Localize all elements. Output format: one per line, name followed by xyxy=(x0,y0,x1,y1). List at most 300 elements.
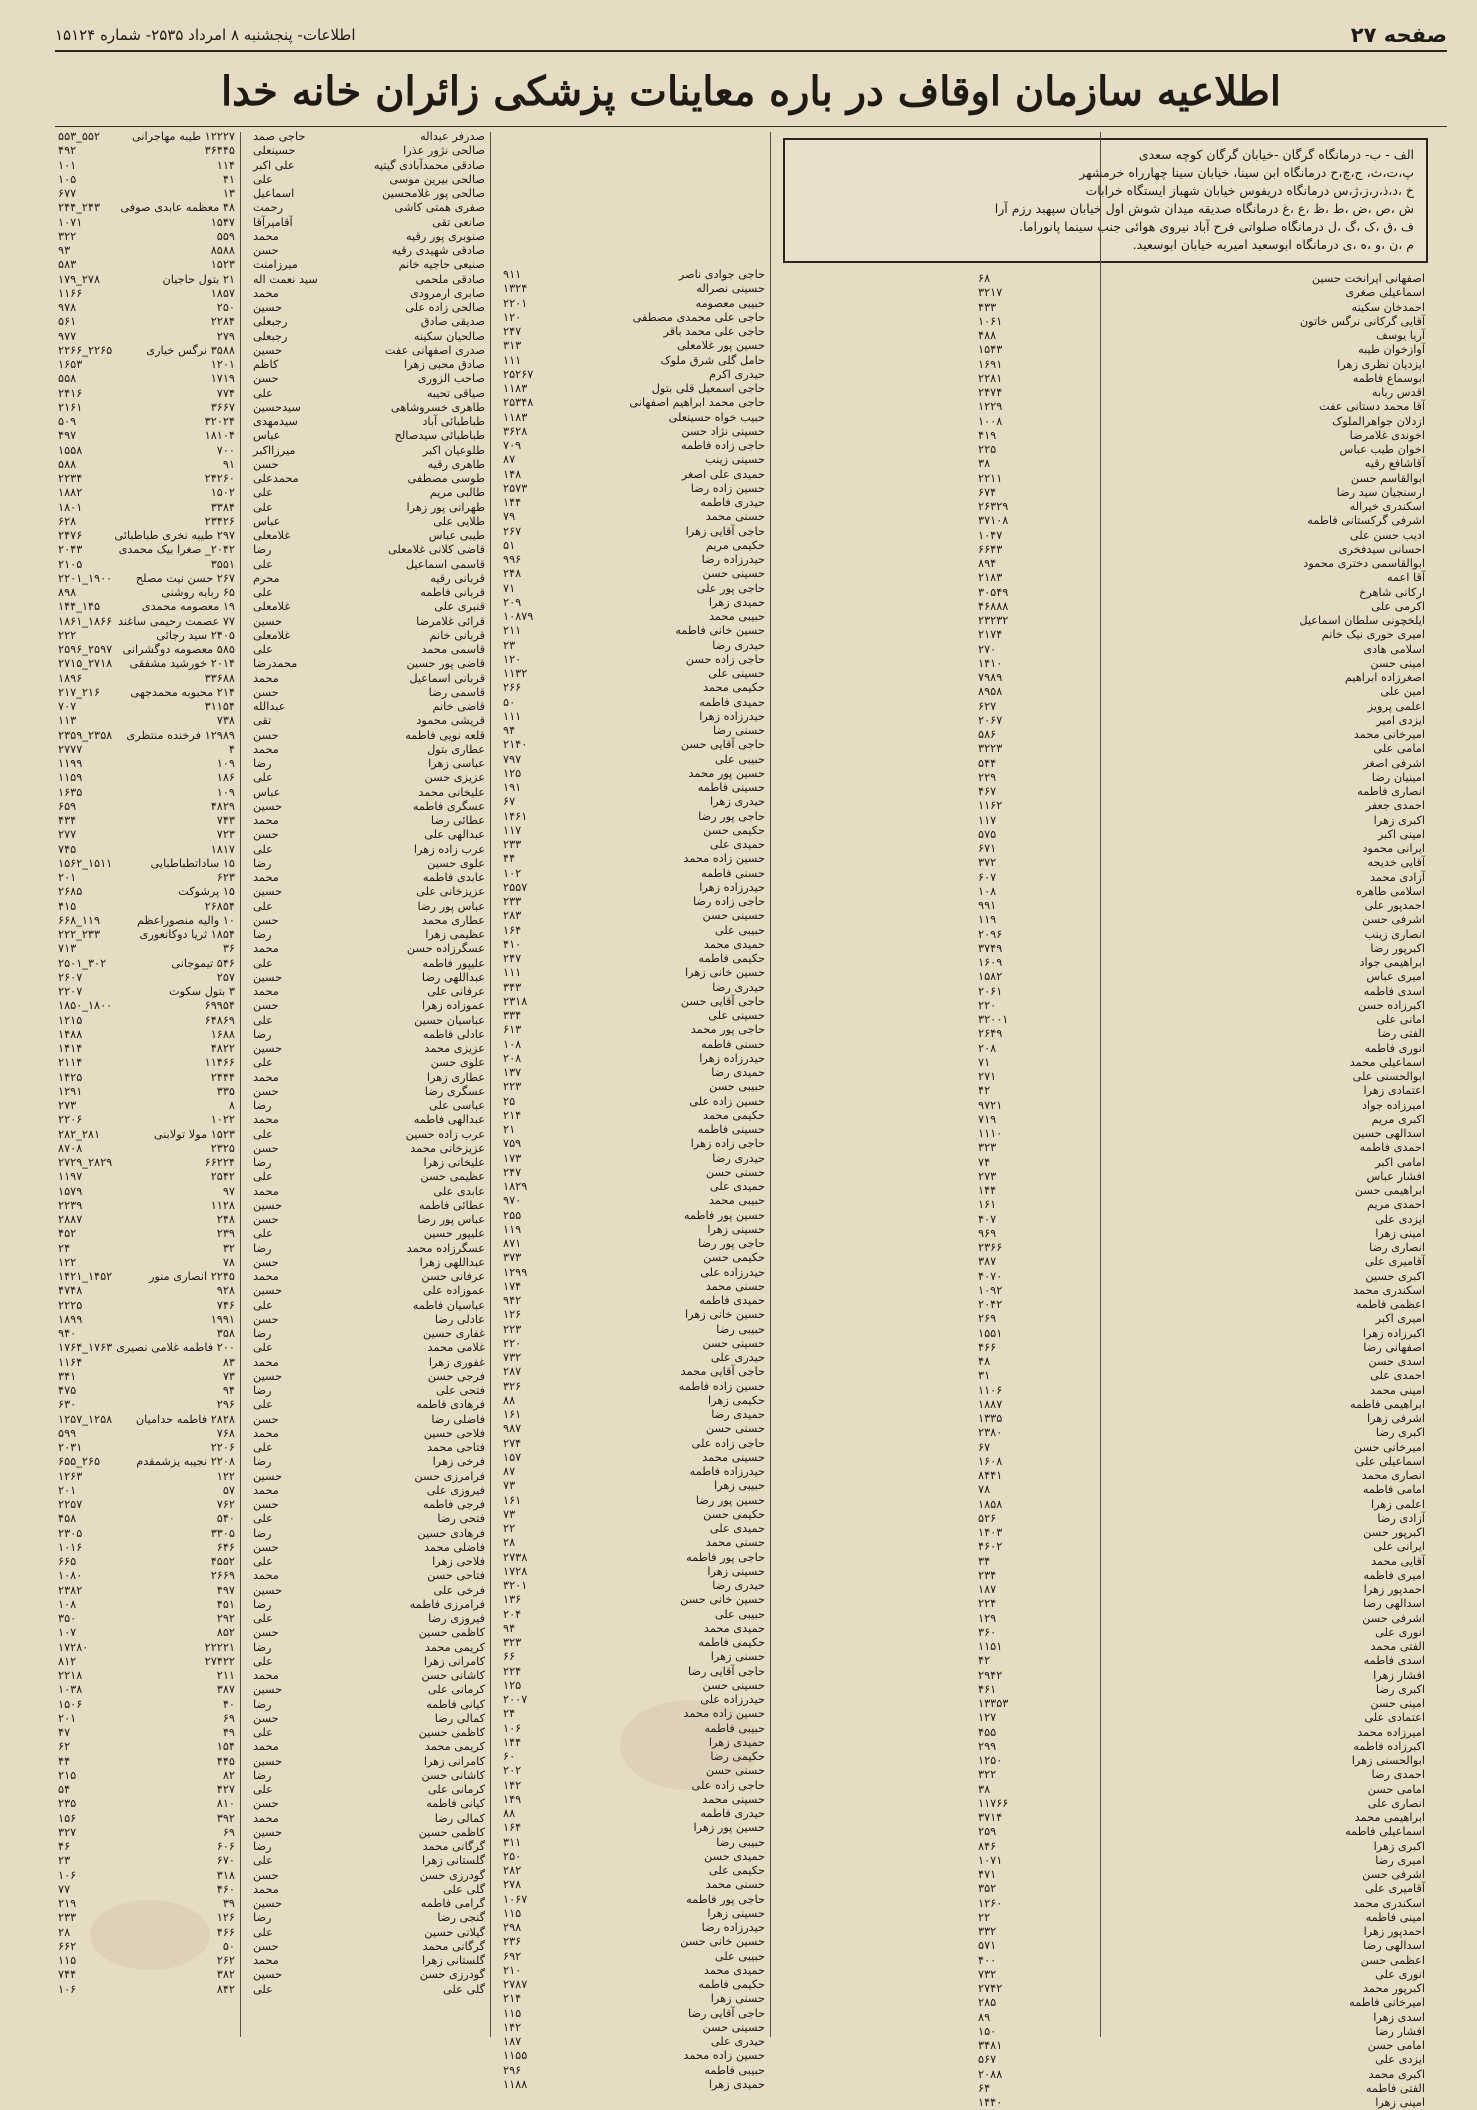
entry-number: ۲۰۱ xyxy=(58,1483,77,1497)
entry-name: اسکندری خیراله xyxy=(1349,500,1425,513)
headline: اطلاعیه سازمان اوقاف در باره معاینات پزشکی زائران خانه خدا xyxy=(220,68,1282,115)
list-entry xyxy=(975,472,1425,486)
entry-number: ۲۱۱۴ xyxy=(58,1056,83,1070)
entry-name: ۲۹۲ xyxy=(216,1612,235,1625)
entry-number: حسین xyxy=(253,1683,283,1697)
entry-number: ۲۷۸_۱۷۹ xyxy=(58,272,101,286)
entry-name: ۳۶۴۴۵ xyxy=(204,144,235,158)
list-entry xyxy=(975,1483,1425,1497)
list-entry xyxy=(975,1156,1425,1170)
entry-number: ۱۱۹_۶۶۸ xyxy=(58,913,101,927)
entry-name: ۵۸۵ معصومه دوگشرانی xyxy=(122,643,235,656)
list-entry xyxy=(55,1270,235,1284)
entry-name: ۲۰۴۲_ صغرا بیک محمدی xyxy=(118,543,235,557)
list-entry xyxy=(55,586,235,600)
entry-name: ۱۸۱۷ xyxy=(210,842,235,856)
list-entry xyxy=(55,857,235,871)
entry-name: اکبرپور محمد xyxy=(1363,1982,1425,1995)
list-entry xyxy=(500,667,765,681)
entry-number: حسین xyxy=(253,1369,283,1383)
entry-name: ۲۱ بتول حاجیان xyxy=(162,272,235,286)
entry-number: ۲۲۳ xyxy=(503,1080,522,1094)
entry-number: ۲۵۹۷_۲۵۹۶ xyxy=(58,643,113,656)
list-entry xyxy=(55,828,235,842)
list-entry xyxy=(250,1940,485,1954)
list-entry xyxy=(975,757,1425,771)
entry-name: ۷۶۲ xyxy=(216,1498,235,1511)
list-entry xyxy=(55,786,235,800)
entry-name: امینی فاطمه xyxy=(1365,1910,1425,1924)
list-entry xyxy=(500,297,765,311)
entry-number: محرم xyxy=(253,571,280,585)
entry-number: علی xyxy=(253,1783,273,1796)
entry-number: ۴۴ xyxy=(503,852,516,866)
entry-name: عباس پور رضا xyxy=(417,899,485,913)
entry-number: ۲۱۵ xyxy=(58,1768,77,1782)
entry-name: ایزدی علی xyxy=(1375,2053,1425,2067)
entry-number: علی xyxy=(253,1227,273,1241)
entry-name: حامل گلی شرق ملوک xyxy=(660,353,765,367)
entry-name: ۶۲۳ xyxy=(216,871,235,884)
entry-number: ۱۱۵ xyxy=(503,2006,522,2020)
entry-name: اسدالهی رضا xyxy=(1363,1939,1425,1953)
entry-number: ۳۲۰۱ xyxy=(503,1579,528,1592)
entry-name: ۶۹ xyxy=(222,1711,235,1725)
list-entry xyxy=(250,1299,485,1313)
entry-name: ۳۲۰۲۴ xyxy=(204,415,235,428)
entry-name: گرگانی محمد xyxy=(422,1939,485,1953)
entry-name: حسین خانی زهرا xyxy=(684,1308,765,1322)
entry-name: ارسنجیان سید رضا xyxy=(1336,485,1425,499)
list-entry xyxy=(250,643,485,657)
entry-number: ۷۵۹ xyxy=(503,1137,522,1151)
entry-name: امامی فاطمه xyxy=(1362,1483,1425,1497)
entry-name: الفتی فاطمه xyxy=(1365,2081,1425,2095)
entry-number: علی xyxy=(253,386,273,400)
list-entry xyxy=(55,130,235,144)
entry-number: حسن xyxy=(253,1312,279,1326)
entry-number: ۲۲۸۱ xyxy=(978,371,1003,385)
entry-number: محمد xyxy=(253,1184,279,1198)
entry-name: حیدرزاده علی xyxy=(700,1265,765,1279)
entry-name: حسینی زهرا xyxy=(707,1906,765,1920)
entry-name: ۷۴۳ xyxy=(216,814,235,827)
entry-number: ۱۴۱۴ xyxy=(58,1042,83,1055)
list-entry xyxy=(975,1654,1425,1668)
entry-name: صابری ارمرودی xyxy=(409,286,485,300)
entry-number: ۱۶۹۱ xyxy=(978,357,1003,371)
entry-number: حسن xyxy=(253,913,279,927)
list-entry xyxy=(55,287,235,301)
entry-name: ۳۱۸ xyxy=(216,1868,235,1882)
entry-number: آقامیرآقا xyxy=(253,215,293,229)
list-entry xyxy=(975,2068,1425,2082)
list-entry xyxy=(250,871,485,885)
entry-number: ۲۴ xyxy=(503,1707,516,1721)
entry-name: اعظمی فاطمه xyxy=(1355,1298,1425,1311)
entry-name: فتحی علی xyxy=(435,1384,485,1397)
entry-number: حسین xyxy=(253,1825,283,1839)
list-entry xyxy=(975,913,1425,927)
entry-number: محمد xyxy=(253,1669,279,1682)
list-entry xyxy=(975,457,1425,471)
list-entry xyxy=(55,372,235,386)
list-entry xyxy=(250,486,485,500)
entry-name: اشرفی حسن xyxy=(1362,1611,1425,1625)
list-entry xyxy=(975,1996,1425,2010)
entry-name: ۲۰۱۴ خورشید مشفقی xyxy=(129,657,235,671)
list-entry xyxy=(500,1950,765,1964)
entry-name: حکیمی علی xyxy=(708,1864,765,1877)
entry-number: ۱۸۶۶_۱۸۶۱ xyxy=(58,614,113,628)
entry-name: آقایی خدیجه xyxy=(1367,856,1425,870)
entry-name: عباسی علی xyxy=(429,1099,485,1112)
entry-number: ۱۱۹ xyxy=(978,913,997,927)
entry-name: انصاری رضا xyxy=(1369,1241,1425,1254)
list-entry xyxy=(250,985,485,999)
entry-number: ۱۸۰۰_۱۸۵۰ xyxy=(58,999,113,1013)
entry-number: ۲۷۴۲ xyxy=(978,1982,1003,1995)
list-entry xyxy=(500,810,765,824)
list-entry xyxy=(500,1964,765,1978)
entry-number: ۳۶۲۸ xyxy=(503,424,528,438)
entry-number: عباس xyxy=(253,785,281,799)
list-entry xyxy=(250,358,485,372)
entry-name: ۱۱۴۶۶ xyxy=(204,1056,235,1070)
entry-number: ۵۸۸ xyxy=(58,457,77,471)
list-entry xyxy=(975,1669,1425,1683)
entry-number: علی xyxy=(253,1056,273,1070)
list-entry xyxy=(975,514,1425,528)
entry-name: احمدی علی xyxy=(1370,1369,1425,1383)
list-entry xyxy=(500,453,765,467)
entry-name: کرمانی علی xyxy=(427,1783,485,1796)
list-entry xyxy=(500,525,765,539)
list-entry xyxy=(55,1968,235,1982)
entry-number: حسن xyxy=(253,685,279,699)
entry-name: اسماعیلی صغری xyxy=(1345,286,1425,300)
entry-name: حسین زاده محمد xyxy=(683,1707,765,1721)
list-entry xyxy=(500,1836,765,1850)
entry-number: ۱۴۱۰ xyxy=(978,656,1003,670)
entry-number: ۳۲۶ xyxy=(503,1379,522,1393)
entry-name: قربانی فاطمه xyxy=(420,586,485,599)
entry-number: رضا xyxy=(253,1697,272,1711)
entry-number: ۱۰۱۶ xyxy=(58,1540,83,1554)
entry-number: حسن xyxy=(253,1255,279,1269)
entry-name: ۳۶۶۷ xyxy=(210,400,235,414)
entry-name: حسین زاده رضا xyxy=(690,481,765,495)
entry-number: ۲۳۸۲ xyxy=(58,1583,83,1597)
list-entry xyxy=(55,928,235,942)
list-entry xyxy=(500,1935,765,1949)
entry-number: علی xyxy=(253,1555,273,1568)
entry-name: ابوالحسنی علی xyxy=(1352,1070,1425,1083)
entry-name: ۲۹۶ xyxy=(216,1398,235,1412)
entry-number: ۱۲۵۰ xyxy=(978,1754,1003,1767)
list-entry xyxy=(500,468,765,482)
list-entry xyxy=(975,1270,1425,1284)
entry-number: ۱۸۰۱ xyxy=(58,500,83,514)
entry-name: اسدی فاطمه xyxy=(1363,1654,1425,1668)
entry-number: حاجی صمد xyxy=(253,130,306,143)
list-entry xyxy=(500,1123,765,1137)
entry-number: ۲۲۱۸ xyxy=(58,1669,83,1682)
entry-number: اسماعیل xyxy=(253,187,295,200)
entry-number: ۷۱ xyxy=(978,1055,991,1069)
entry-number: ۱۸۹۶ xyxy=(58,671,83,685)
list-entry xyxy=(500,439,765,453)
list-entry xyxy=(55,1299,235,1313)
list-entry xyxy=(500,1921,765,1935)
entry-name: صادق محبی زهرا xyxy=(404,358,485,371)
entry-name: حیدری زهرا xyxy=(710,795,765,809)
list-entry xyxy=(55,1655,235,1669)
list-entry xyxy=(500,425,765,439)
entry-number: ۳۲۲ xyxy=(978,1768,997,1782)
entry-number: ۴۶۰۲ xyxy=(978,1540,1003,1554)
entry-name: ۱۰ والیه منصوراعظم xyxy=(136,913,235,927)
entry-name: ۱۹ معصومه محمدی xyxy=(141,600,235,614)
entry-number: ۲۷۳ xyxy=(58,1099,77,1112)
list-entry xyxy=(250,444,485,458)
entry-name: امیری عباس xyxy=(1366,970,1425,984)
list-entry xyxy=(500,282,765,296)
list-entry xyxy=(250,372,485,386)
entry-number: ۱۰۴۷ xyxy=(978,528,1003,542)
entry-number: ۱۰۸۰ xyxy=(58,1569,83,1583)
list-entry xyxy=(500,1422,765,1436)
list-entry xyxy=(500,1665,765,1679)
entry-name: حسینی حسن xyxy=(702,567,765,581)
list-entry xyxy=(500,1622,765,1636)
list-entry xyxy=(500,539,765,553)
entry-name: حسینی زهرا xyxy=(707,1564,765,1578)
entry-name: کمالی رضا xyxy=(434,1711,485,1725)
entry-number: ۸۷۰۸ xyxy=(58,1141,83,1155)
list-entry xyxy=(55,1398,235,1412)
entry-name: ابراهیمی فاطمه xyxy=(1350,1397,1425,1411)
list-entry xyxy=(55,444,235,458)
list-entry xyxy=(500,1437,765,1451)
list-entry xyxy=(250,1128,485,1142)
list-entry xyxy=(975,1726,1425,1740)
entry-name: ۸ xyxy=(228,1099,235,1112)
entry-number: ۱۰۸ xyxy=(978,884,997,898)
list-entry xyxy=(975,1740,1425,1754)
list-column-1 xyxy=(975,272,1425,2109)
list-entry xyxy=(975,1939,1425,1953)
list-entry xyxy=(250,1142,485,1156)
entry-number: ۳۳۴ xyxy=(503,1009,522,1022)
entry-name: ۷۲۳ xyxy=(216,828,235,842)
list-entry xyxy=(500,1522,765,1536)
entry-number: حسین xyxy=(253,1583,283,1597)
entry-number: ۲۳۳ xyxy=(503,838,522,851)
list-entry xyxy=(250,1227,485,1241)
entry-name: صالحی بیرین موسی xyxy=(389,172,485,186)
entry-name: ۴۶۰ xyxy=(216,1882,235,1896)
entry-name: فرامرزی حسن xyxy=(414,1469,485,1483)
entry-number: سیدحسین xyxy=(253,400,301,414)
entry-name: قریشی محمود xyxy=(416,714,485,728)
entry-number: ۱۴۲ xyxy=(503,2020,522,2034)
entry-number: رضا xyxy=(253,1768,272,1782)
list-entry xyxy=(55,486,235,500)
entry-name: عباسی زهرا xyxy=(428,757,485,770)
entry-name: حیدرزاده زهرا xyxy=(699,880,765,894)
entry-name: ۶۰۶ xyxy=(216,1840,235,1853)
list-entry xyxy=(55,1056,235,1070)
entry-name: ۶۶۲۲۴ xyxy=(204,1156,235,1169)
entry-number: ۱۲۰ xyxy=(503,310,522,324)
list-entry xyxy=(975,1555,1425,1569)
list-entry xyxy=(250,1498,485,1512)
list-entry xyxy=(250,1555,485,1569)
entry-name: حاجی جوادی ناصر xyxy=(678,268,765,281)
entry-number: ۵۵۲_۵۵۳ xyxy=(58,130,101,143)
entry-number: ۲۲۲۵ xyxy=(58,1298,83,1312)
list-entry xyxy=(975,1084,1425,1098)
list-entry xyxy=(55,1227,235,1241)
entry-name: حسنی حسن xyxy=(705,1422,765,1436)
entry-number: ۲۱۴ xyxy=(503,1992,522,2006)
entry-name: ۸۲ xyxy=(222,1768,235,1782)
entry-name: امیرخانی محمد xyxy=(1353,728,1425,741)
list-entry xyxy=(975,1968,1425,1982)
entry-name: حبیبی علی xyxy=(714,1949,765,1963)
entry-name: حسین خانی زهرا xyxy=(684,966,765,980)
entry-number: حسن xyxy=(253,372,279,386)
list-entry xyxy=(55,1527,235,1541)
entry-name: امیرزاده محمد xyxy=(1357,1725,1425,1739)
entry-name: عباسیان حسین xyxy=(414,1013,485,1027)
entry-name: حکیمی فاطمه xyxy=(698,952,765,965)
entry-number: ۱۴۵_۱۴۴ xyxy=(58,600,101,614)
entry-number: ۱۰۷ xyxy=(58,1626,77,1640)
entry-name: عرب زاده زهرا xyxy=(413,842,485,856)
entry-number: ۷۴۴ xyxy=(58,1968,77,1982)
entry-number: ۱۵۴۳ xyxy=(978,343,1003,357)
entry-number: ۳۲۲ xyxy=(58,229,77,243)
entry-name: ۷۸ xyxy=(222,1255,235,1269)
list-entry xyxy=(55,1740,235,1754)
entry-name: اکرمی علی xyxy=(1371,599,1425,613)
entry-name: ۴۹ xyxy=(222,1726,235,1739)
entry-number: ۱۲۵۸_۱۲۵۷ xyxy=(58,1412,113,1426)
entry-name: حسینی محمد xyxy=(702,1792,765,1806)
list-entry xyxy=(250,415,485,429)
entry-name: اعلمی پرویز xyxy=(1367,699,1425,713)
entry-name: ۴۸ معظمه عابدی صوفی xyxy=(120,201,235,215)
list-entry xyxy=(500,1636,765,1650)
entry-name: ابراهیمی جواد xyxy=(1359,956,1425,969)
list-entry xyxy=(975,999,1425,1013)
entry-name: فلاحی حسین xyxy=(423,1426,485,1440)
entry-name: قنبری علی xyxy=(434,600,485,614)
entry-name: اسماعیلی فاطمه xyxy=(1345,1825,1425,1839)
entry-number: حسین xyxy=(253,1042,283,1055)
list-entry xyxy=(500,553,765,567)
entry-number: علی xyxy=(253,1341,273,1355)
list-entry xyxy=(55,1341,235,1355)
entry-number: ۱۳۳۵۳ xyxy=(978,1697,1009,1710)
list-entry xyxy=(250,1698,485,1712)
entry-number: ۲۹۸ xyxy=(503,1921,522,1934)
entry-name: صنوبری پور رقیه xyxy=(406,229,485,243)
entry-number: ۹۸۷ xyxy=(503,1422,522,1436)
entry-number: علی xyxy=(253,586,273,599)
list-entry xyxy=(500,1864,765,1878)
list-entry xyxy=(55,1854,235,1868)
entry-number: ۴۰۰ xyxy=(978,1953,997,1967)
entry-number: حسین xyxy=(253,301,283,314)
entry-name: عسگرزاده محمد xyxy=(406,1241,485,1255)
entry-number: ۱۰۶۷ xyxy=(503,1892,528,1906)
entry-number: ۳۰۵۴۹ xyxy=(978,585,1009,599)
entry-number: ۳۲۲۳ xyxy=(978,742,1003,756)
clinic-notice-box xyxy=(783,138,1428,263)
entry-number: ۱۶۴ xyxy=(503,1821,522,1835)
entry-number: ۲۳۳ xyxy=(503,895,522,908)
list-entry xyxy=(250,743,485,757)
list-entry xyxy=(500,924,765,938)
entry-name: کاشانی حسن xyxy=(421,1768,485,1782)
entry-name: ادیب حسن علی xyxy=(1349,528,1425,542)
list-entry xyxy=(250,1341,485,1355)
list-entry xyxy=(500,738,765,752)
entry-name: حکیمی فاطمه xyxy=(698,1978,765,1991)
entry-name: قاضی خانم xyxy=(432,700,485,713)
list-entry xyxy=(975,500,1425,514)
entry-number: رضا xyxy=(253,543,272,557)
entry-name: عسگری فاطمه xyxy=(412,799,485,813)
entry-name: اعتمادی زهرا xyxy=(1363,1084,1425,1098)
list-entry xyxy=(975,942,1425,956)
entry-number: ۲۵۷۳ xyxy=(503,481,528,495)
entry-number: ۲۱۰ xyxy=(503,1963,522,1977)
entry-number: علی xyxy=(253,500,273,514)
list-entry xyxy=(55,201,235,215)
entry-name: آقا محمد دستانی عفت xyxy=(1318,400,1425,414)
list-entry xyxy=(500,482,765,496)
entry-number: ۶۷ xyxy=(978,1440,991,1454)
list-entry xyxy=(55,1384,235,1398)
entry-name: ۲۴۰۵ سید رجائی xyxy=(156,628,235,642)
entry-name: ۴۲۷ xyxy=(216,1783,235,1796)
entry-number: ۲۰۴ xyxy=(503,1607,522,1621)
entry-name: ۳۳۸۴ xyxy=(210,500,235,514)
entry-name: طوسی مصطفی xyxy=(407,472,485,485)
list-entry xyxy=(975,1213,1425,1227)
entry-name: حاجی زاده زهرا xyxy=(690,1137,765,1151)
list-entry xyxy=(55,871,235,885)
list-entry xyxy=(55,1427,235,1441)
entry-number: محمد xyxy=(253,1270,279,1283)
entry-number: محمد xyxy=(253,985,279,998)
entry-name: حبیب خواه حسینعلی xyxy=(668,410,765,424)
entry-number: ۲۰۱ xyxy=(58,871,77,884)
entry-name: ۷۰۰ xyxy=(216,443,235,457)
entry-number: رضا xyxy=(253,1384,272,1397)
list-entry xyxy=(975,1882,1425,1896)
list-entry xyxy=(250,600,485,614)
entry-number: ۸۱۲ xyxy=(58,1654,77,1668)
entry-name: حسینی علی xyxy=(708,1009,765,1022)
entry-number: ۵۵۸ xyxy=(58,372,77,386)
entry-name: ۶۴۶ xyxy=(216,1540,235,1554)
entry-number: ۱۰۷۱ xyxy=(58,215,83,229)
